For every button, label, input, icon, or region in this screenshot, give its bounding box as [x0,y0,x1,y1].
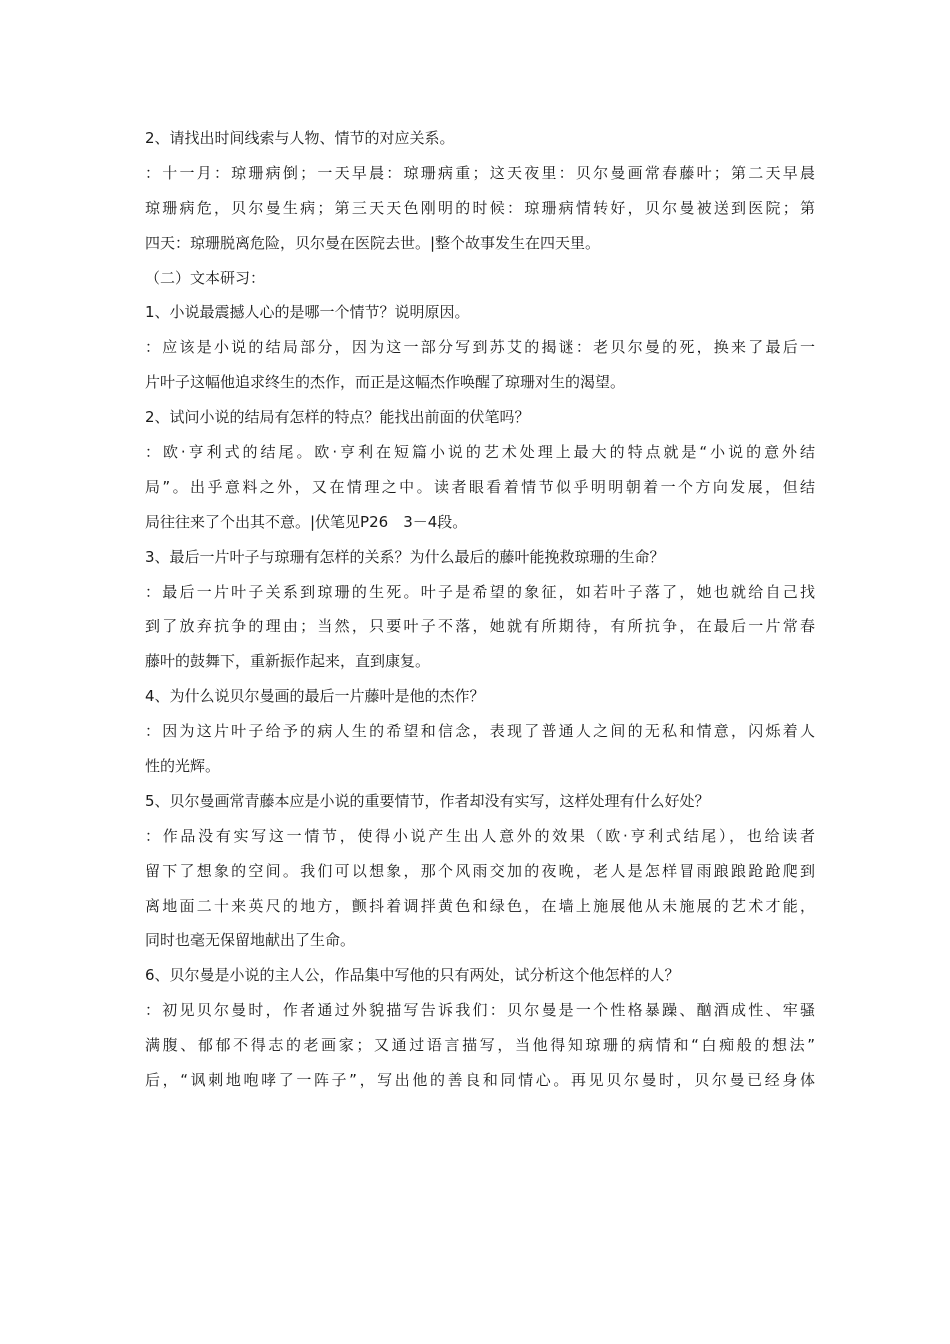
section-heading: （二）文本研习： [145,268,266,287]
answer-line: ：作品没有实写这一情节，使得小说产生出人意外的效果（欧·亨利式结尾），也给读者 [145,826,815,845]
text-line: ：十一月：琼珊病倒；一天早晨：琼珊病重；这天夜里：贝尔曼画常春藤叶；第二天早晨 [145,163,815,182]
answer-line: 性的光辉。 [145,757,221,776]
text-line: 四天：琼珊脱离危险，贝尔曼在医院去世。|整个故事发生在四天里。 [145,233,601,252]
question-line: 6、贝尔曼是小说的主人公，作品集中写他的只有两处，试分析这个他怎样的人？ [145,966,680,985]
answer-line: 同时也毫无保留地献出了生命。 [145,931,356,950]
question-line: 1、小说最震撼人心的是哪一个情节？说明原因。 [145,303,470,322]
answer-line: ：初见贝尔曼时，作者通过外貌描写告诉我们：贝尔曼是一个性格暴躁、酗酒成性、牢骚 [145,1001,815,1020]
question-line: 5、贝尔曼画常青藤本应是小说的重要情节，作者却没有实写，这样处理有什么好处？ [145,791,710,810]
answer-line: 到了放弃抗争的理由；当然，只要叶子不落，她就有所期待，有所抗争，在最后一片常春 [145,617,815,636]
question-line: 3、最后一片叶子与琼珊有怎样的关系？为什么最后的藤叶能挽救琼珊的生命？ [145,547,665,566]
answer-line: 后，“讽刺地咆哮了一阵子”，写出他的善良和同情心。再见贝尔曼时，贝尔曼已经身体 [145,1071,815,1090]
answer-line: ：最后一片叶子关系到琼珊的生死。叶子是希望的象征，如若叶子落了，她也就给自己找 [145,582,815,601]
document-page [145,121,815,1098]
answer-line: ：欧·亨利式的结尾。欧·亨利在短篇小说的艺术处理上最大的特点就是“小说的意外结 [145,443,815,462]
text-line: 琼珊病危，贝尔曼生病；第三天天色刚明的时候：琼珊病情转好，贝尔曼被送到医院；第 [145,198,815,217]
answer-line: 满腹、郁郁不得志的老画家；又通过语言描写，当他得知琼珊的病情和“白痴般的想法” [145,1036,815,1055]
answer-line: 留下了想象的空间。我们可以想象，那个风雨交加的夜晚，老人是怎样冒雨踉踉跄跄爬到 [145,861,815,880]
answer-line: ：应该是小说的结局部分，因为这一部分写到苏艾的揭谜：老贝尔曼的死，换来了最后一 [145,338,815,357]
answer-line: 离地面二十来英尺的地方，颤抖着调拌黄色和绿色，在墙上施展他从未施展的艺术才能， [145,896,815,915]
question-line: 2、试问小说的结局有怎样的特点？能找出前面的伏笔吗？ [145,408,530,427]
text-line: 2、请找出时间线索与人物、情节的对应关系。 [145,129,455,147]
question-line: 4、为什么说贝尔曼画的最后一片藤叶是他的杰作？ [145,687,485,706]
answer-line: 局”。出乎意料之外，又在情理之中。读者眼看着情节似乎明明朝着一个方向发展，但结 [145,477,815,496]
answer-line: 局往往来了个出其不意。|伏笔见P26 3－4段。 [145,512,468,531]
answer-line: ：因为这片叶子给予的病人生的希望和信念，表现了普通人之间的无私和情意，闪烁着人 [145,722,815,741]
answer-line: 片叶子这幅他追求终生的杰作，而正是这幅杰作唤醒了琼珊对生的渴望。 [145,373,626,392]
answer-line: 藤叶的鼓舞下，重新振作起来，直到康复。 [145,652,431,671]
